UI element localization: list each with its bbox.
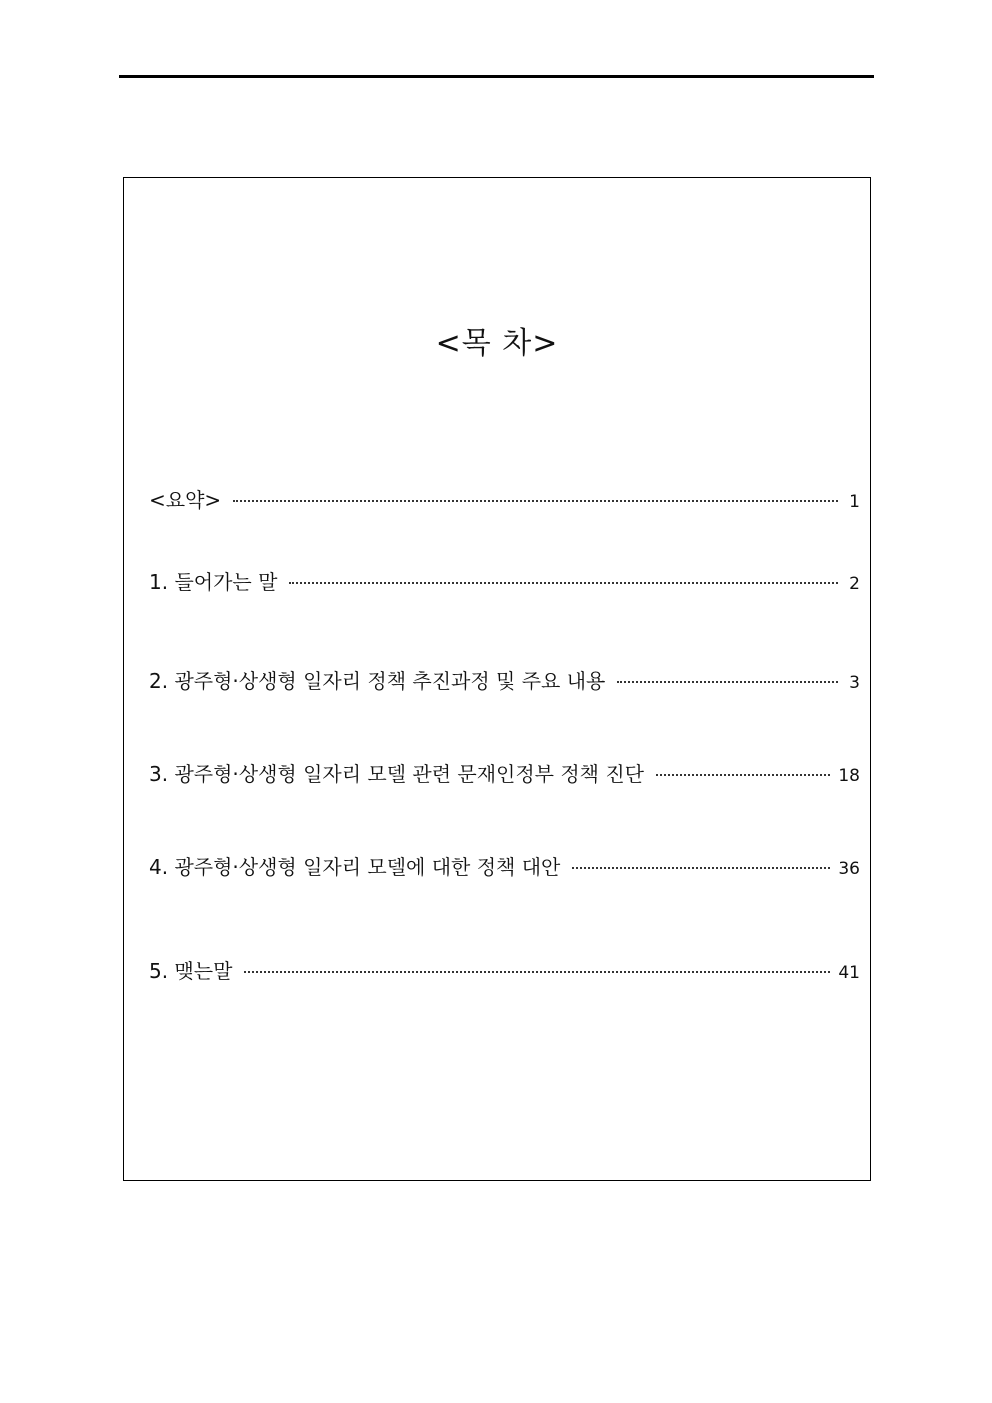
toc-page-number: 1 <box>849 492 860 512</box>
toc-entry-summary[interactable] <box>149 488 860 514</box>
toc-entry-label: 2. 광주형·상생형 일자리 정책 추진과정 및 주요 내용 <box>149 669 606 693</box>
dot-leader <box>572 867 830 869</box>
toc-entry-2[interactable] <box>149 669 860 695</box>
toc-box <box>123 177 871 1181</box>
toc-entry-3[interactable] <box>149 762 860 788</box>
toc-title: <목 차> <box>435 326 559 361</box>
toc-entry-label: 5. 맺는말 <box>149 959 233 983</box>
toc-page-number: 18 <box>838 766 860 786</box>
toc-entry-4[interactable] <box>149 855 860 881</box>
toc-entry-1[interactable] <box>149 570 860 596</box>
toc-entry-label: 4. 광주형·상생형 일자리 모델에 대한 정책 대안 <box>149 855 561 879</box>
dot-leader <box>289 582 838 584</box>
header-rule <box>119 75 874 78</box>
dot-leader <box>233 500 838 502</box>
dot-leader <box>656 774 830 776</box>
toc-page-number: 36 <box>838 859 860 879</box>
toc-page-number: 41 <box>838 963 860 983</box>
toc-page-number: 2 <box>849 574 860 594</box>
dot-leader <box>617 681 838 683</box>
dot-leader <box>244 971 830 973</box>
toc-entry-5[interactable] <box>149 959 860 985</box>
toc-entry-label: <요약> <box>149 488 222 512</box>
toc-page-number: 3 <box>849 673 860 693</box>
toc-entry-label: 1. 들어가는 말 <box>149 570 278 594</box>
toc-entry-label: 3. 광주형·상생형 일자리 모델 관련 문재인정부 정책 진단 <box>149 762 644 786</box>
